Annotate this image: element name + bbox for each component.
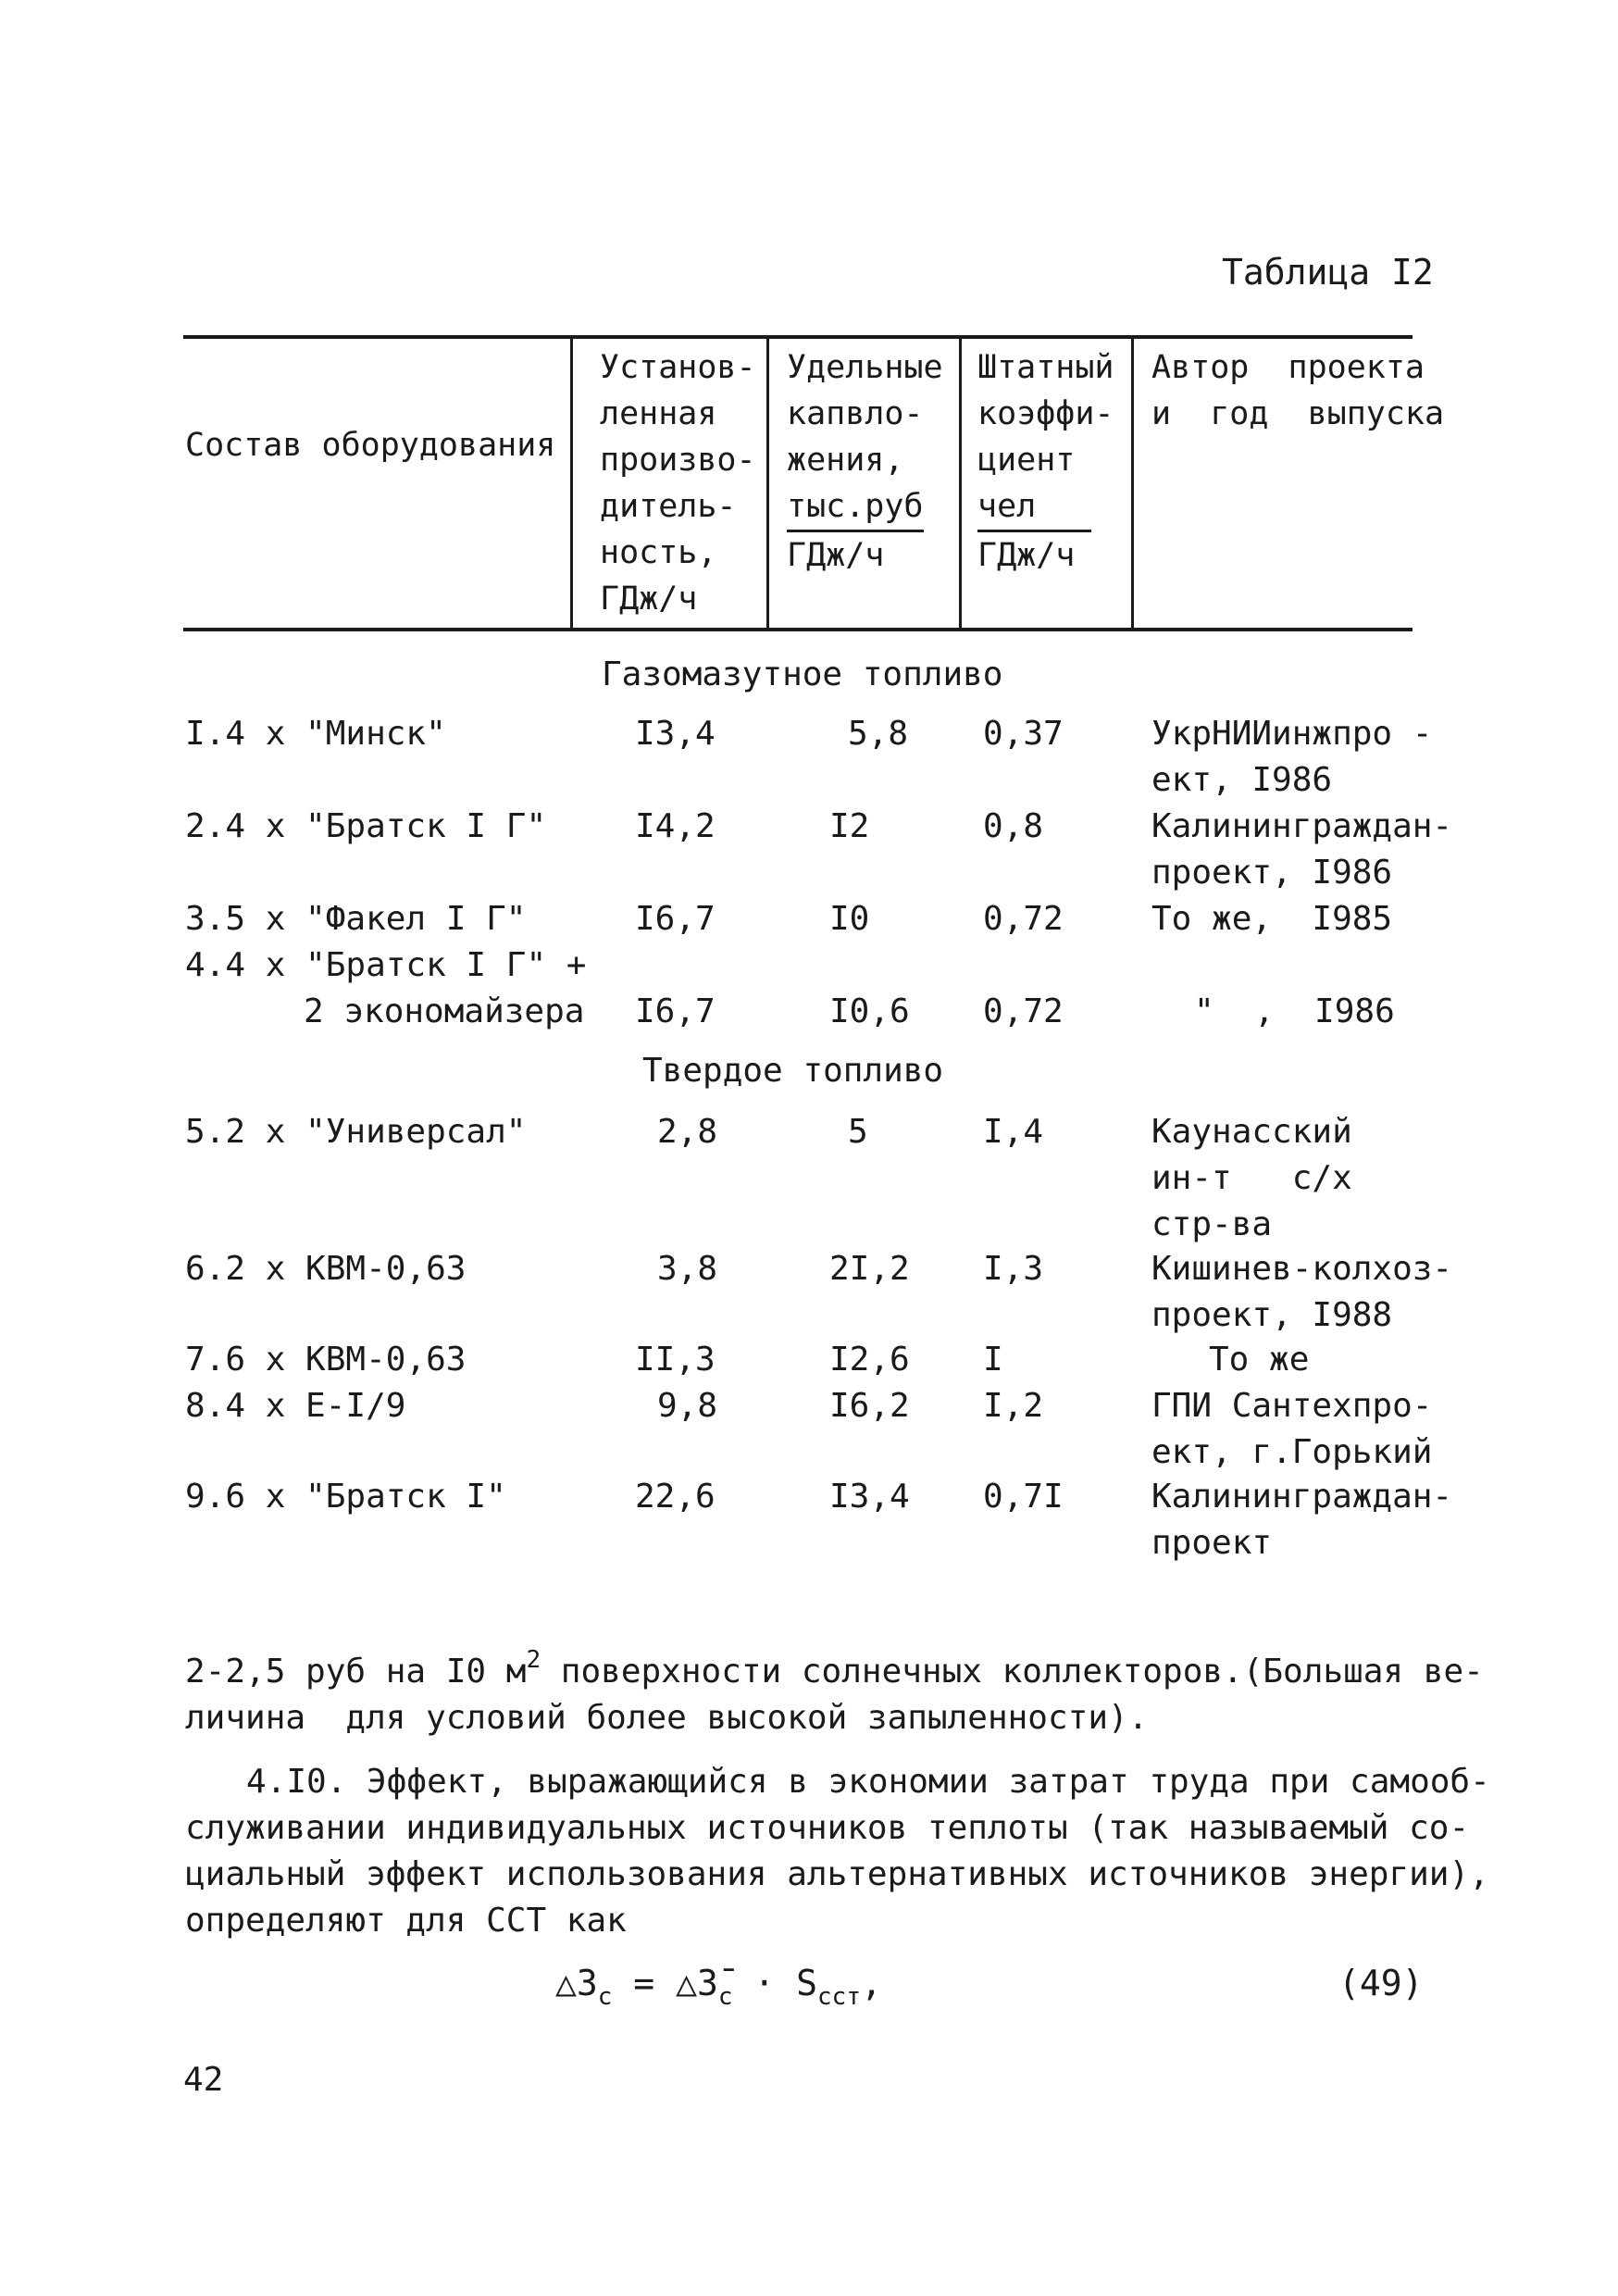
header-capacity bbox=[600, 344, 756, 622]
row-9-staff: 0,7I bbox=[983, 1478, 1064, 1516]
header-capacity-line: Установ- bbox=[600, 349, 756, 386]
formula-tail: , bbox=[860, 1963, 882, 2003]
row-6-author-line: проект, I988 bbox=[1151, 1296, 1393, 1334]
row-3-author: То же, I985 bbox=[1151, 900, 1393, 938]
header-investment-denominator: ГДж/ч bbox=[787, 537, 885, 574]
row-9-equipment: 9.6 x "Братск I" bbox=[185, 1478, 506, 1516]
formula-49 bbox=[555, 1963, 882, 2011]
header-investment bbox=[787, 344, 943, 579]
header-investment-line: Удельные bbox=[787, 349, 943, 386]
row-9-capacity: 22,6 bbox=[635, 1478, 716, 1516]
header-capacity-line: ГДж/ч bbox=[600, 580, 698, 618]
row-2-author bbox=[1151, 804, 1452, 896]
formula-s-subscript: сст bbox=[817, 1983, 861, 2011]
row-2-equipment: 2.4 x "Братск I Г" bbox=[185, 807, 547, 845]
header-investment-numerator: тыс.руб bbox=[787, 483, 924, 532]
table-header-bottom-rule bbox=[183, 628, 1413, 631]
section-title-gas: Газомазутное топливо bbox=[602, 655, 1003, 693]
col-divider-1 bbox=[570, 337, 573, 630]
row-4-equipment bbox=[185, 942, 586, 1035]
formula-lhs: △З bbox=[555, 1963, 598, 2003]
header-staff bbox=[977, 344, 1114, 579]
row-5-equipment: 5.2 x "Универсал" bbox=[185, 1113, 527, 1151]
formula-rhs: △З̄ bbox=[676, 1963, 718, 2003]
row-5-capacity: 2,8 bbox=[657, 1113, 718, 1151]
formula-lhs-subscript: с bbox=[597, 1983, 613, 2011]
header-staff-line: циент bbox=[977, 442, 1076, 479]
paragraph-line: 4.I0. Эффект, выражающийся в экономии затрат труда при самооб- bbox=[246, 1763, 1490, 1801]
row-4-author: " , I986 bbox=[1194, 992, 1395, 1030]
formula-equals: = bbox=[612, 1963, 677, 2003]
paragraph-line: служивании индивидуальных источников теплоты (так называемый со- bbox=[185, 1809, 1470, 1847]
row-1-author-line: ект, I986 bbox=[1151, 761, 1333, 799]
row-6-capacity: 3,8 bbox=[657, 1250, 718, 1288]
formula-dot: · bbox=[732, 1963, 797, 2003]
row-9-author-line: Калининграждан- bbox=[1151, 1478, 1453, 1516]
superscript: 2 bbox=[526, 1646, 541, 1674]
row-3-equipment: 3.5 x "Факел I Г" bbox=[185, 900, 527, 938]
row-7-investment: I2,6 bbox=[829, 1341, 910, 1379]
row-1-capacity: I3,4 bbox=[635, 715, 716, 753]
row-8-author bbox=[1151, 1383, 1432, 1476]
row-6-staff: I,3 bbox=[983, 1250, 1044, 1288]
row-6-author bbox=[1151, 1246, 1452, 1339]
table-caption: Таблица I2 bbox=[1222, 252, 1434, 293]
formula-number: (49) bbox=[1338, 1963, 1424, 2003]
row-8-equipment: 8.4 x Е-I/9 bbox=[185, 1387, 406, 1425]
header-staff-line: Штатный bbox=[977, 349, 1114, 386]
row-3-investment: I0 bbox=[829, 900, 870, 938]
paragraph-4-10 bbox=[185, 1759, 1490, 1944]
row-2-author-line: Калининграждан- bbox=[1151, 807, 1453, 845]
header-author-line: и год выпуска bbox=[1151, 395, 1445, 432]
row-6-author-line: Кишинев-колхоз- bbox=[1151, 1250, 1453, 1288]
row-8-investment: I6,2 bbox=[829, 1387, 910, 1425]
paragraph-text: поверхности солнечных коллекторов.(Большая ве- bbox=[541, 1653, 1484, 1691]
row-4-equipment-line: 4.4 x "Братск I Г" + bbox=[185, 946, 587, 984]
row-5-staff: I,4 bbox=[983, 1113, 1044, 1151]
row-8-staff: I,2 bbox=[983, 1387, 1044, 1425]
row-9-investment: I3,4 bbox=[829, 1478, 910, 1516]
row-7-capacity: II,3 bbox=[635, 1341, 716, 1379]
paragraph-line: определяют для ССТ как bbox=[185, 1902, 627, 1940]
formula-s: S bbox=[796, 1963, 818, 2003]
row-5-author-line: Каунасский bbox=[1151, 1113, 1352, 1151]
row-3-staff: 0,72 bbox=[983, 900, 1064, 938]
row-7-staff: I bbox=[983, 1341, 1003, 1379]
row-1-staff: 0,37 bbox=[983, 715, 1064, 753]
header-investment-line: жения, bbox=[787, 442, 904, 479]
paragraph-continuation bbox=[185, 1637, 1484, 1741]
row-6-equipment: 6.2 x КВМ-0,63 bbox=[185, 1250, 467, 1288]
row-7-author: То же bbox=[1209, 1341, 1310, 1379]
row-8-author-line: ект, г.Горький bbox=[1151, 1433, 1433, 1471]
col-divider-2 bbox=[766, 337, 769, 630]
row-2-capacity: I4,2 bbox=[635, 807, 716, 845]
row-2-staff: 0,8 bbox=[983, 807, 1044, 845]
col-divider-4 bbox=[1131, 337, 1134, 630]
row-8-capacity: 9,8 bbox=[657, 1387, 718, 1425]
header-capacity-line: ность, bbox=[600, 534, 717, 571]
row-4-staff: 0,72 bbox=[983, 992, 1064, 1030]
row-5-author bbox=[1151, 1109, 1352, 1248]
row-6-investment: 2I,2 bbox=[829, 1250, 910, 1288]
row-4-equipment-line: 2 экономайзера bbox=[304, 992, 585, 1030]
row-1-investment: 5,8 bbox=[848, 715, 909, 753]
row-5-investment: 5 bbox=[848, 1113, 868, 1151]
header-author bbox=[1151, 344, 1444, 437]
row-2-investment: I2 bbox=[829, 807, 870, 845]
header-equipment: Состав оборудования bbox=[185, 427, 556, 464]
row-1-equipment: I.4 x "Минск" bbox=[185, 715, 446, 753]
header-author-line: Автор проекта bbox=[1151, 349, 1425, 386]
table-top-rule bbox=[183, 335, 1413, 339]
header-staff-numerator: чел bbox=[977, 483, 1091, 532]
row-2-author-line: проект, I986 bbox=[1151, 854, 1393, 892]
row-8-author-line: ГПИ Сантехпро- bbox=[1151, 1387, 1433, 1425]
row-3-capacity: I6,7 bbox=[635, 900, 716, 938]
header-staff-denominator: ГДж/ч bbox=[977, 537, 1076, 574]
header-investment-line: капвло- bbox=[787, 395, 924, 432]
paragraph-continuation-line-1 bbox=[185, 1637, 1484, 1695]
paragraph-line: циальный эффект использования альтернативных источников энергии), bbox=[185, 1855, 1489, 1893]
row-4-investment: I0,6 bbox=[829, 992, 910, 1030]
header-capacity-line: дитель- bbox=[600, 488, 737, 525]
row-5-author-line: ин-т с/х bbox=[1151, 1159, 1352, 1197]
row-1-author-line: УкрНИИинжпро - bbox=[1151, 715, 1433, 753]
col-divider-3 bbox=[959, 337, 962, 630]
row-9-author bbox=[1151, 1474, 1452, 1566]
row-4-capacity: I6,7 bbox=[635, 992, 716, 1030]
paragraph-continuation-line-2: личина для условий более высокой запыленности). bbox=[185, 1699, 1149, 1737]
paragraph-text: 2-2,5 руб на I0 м bbox=[185, 1653, 527, 1691]
row-9-author-line: проект bbox=[1151, 1524, 1273, 1562]
header-capacity-line: произво- bbox=[600, 442, 756, 479]
header-staff-line: коэффи- bbox=[977, 395, 1114, 432]
section-title-solid: Твердое топливо bbox=[642, 1052, 944, 1090]
header-capacity-line: ленная bbox=[600, 395, 717, 432]
page-number: 42 bbox=[183, 2061, 224, 2099]
row-1-author bbox=[1151, 711, 1432, 804]
row-7-equipment: 7.6 x КВМ-0,63 bbox=[185, 1341, 467, 1379]
row-5-author-line: стр-ва bbox=[1151, 1205, 1273, 1243]
formula-rhs-subscript: с bbox=[717, 1983, 733, 2011]
